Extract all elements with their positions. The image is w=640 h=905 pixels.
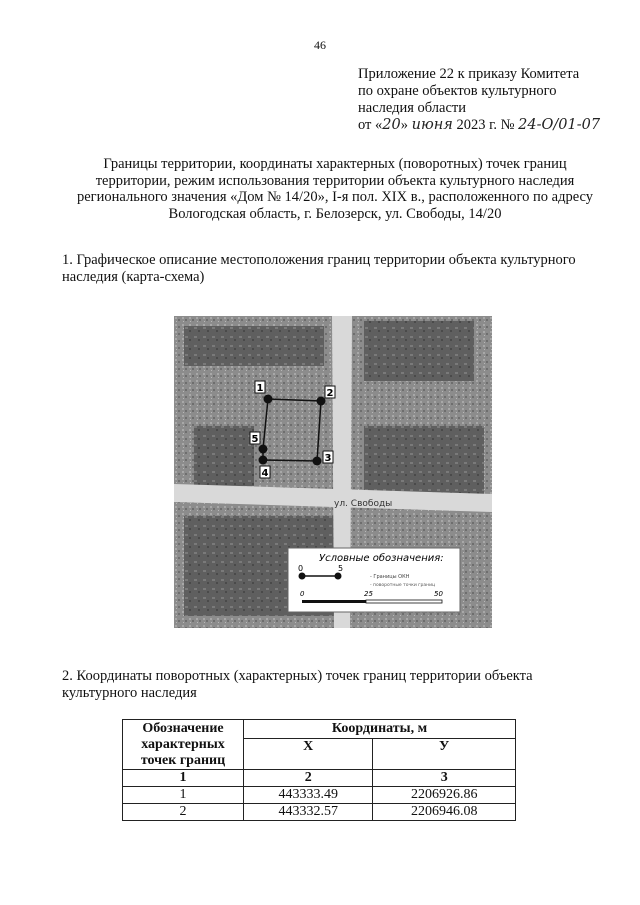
- scale-bar-empty: [366, 600, 442, 603]
- cell-point: 2: [123, 804, 244, 821]
- map-block-e: [364, 426, 484, 496]
- scale-label-0: 0: [300, 590, 305, 598]
- date-day: 20: [382, 117, 401, 133]
- legend-title: Условные обозначения:: [319, 553, 444, 564]
- legend-tick-5: 5: [338, 564, 344, 573]
- appendix-line-3: наследия области: [358, 100, 467, 116]
- map-block-ne: [364, 321, 474, 381]
- title-line-2: территории, режим использования территории объекта культурного наследия: [95, 172, 575, 189]
- legend-item-2: - поворотные точки границ: [370, 583, 436, 588]
- legend-point-left: [299, 573, 306, 580]
- cell-x: 443332.57: [244, 804, 373, 821]
- table-row: [123, 787, 516, 804]
- appendix-header: [358, 66, 628, 134]
- date-mid: »: [400, 117, 408, 133]
- page-number: 46: [314, 38, 326, 52]
- legend-point-right: [335, 573, 342, 580]
- section-2-line-1: 2. Координаты поворотных (характерных) точек границ территории объекта: [62, 668, 533, 684]
- index-cell-3: 3: [373, 770, 516, 787]
- order-number: 24-О/01-07: [518, 117, 601, 133]
- legend-tick-0: 0: [298, 564, 304, 573]
- header-x: X: [244, 739, 373, 770]
- site-map: [174, 316, 492, 628]
- map-legend: [288, 548, 460, 612]
- cell-y: 2206926.86: [373, 787, 516, 804]
- point-label-3: 3: [324, 453, 332, 464]
- index-cell-1: 1: [123, 770, 244, 787]
- title-line-3: регионального значения «Дом № 14/20», I-я пол. XIX в., расположенного по адресу: [77, 189, 593, 205]
- section-1-line-2: наследия (карта-схема): [62, 269, 205, 285]
- coordinates-table: [122, 719, 516, 821]
- section-1-heading: [62, 252, 622, 286]
- table-row: [123, 804, 516, 821]
- point-label-2: 2: [326, 388, 334, 399]
- street-label: ул. Свободы: [334, 499, 393, 509]
- date-year: 2023 г. №: [456, 117, 515, 133]
- cell-point: 1: [123, 787, 244, 804]
- legend-item-1: - Границы ОКН: [370, 574, 410, 580]
- cell-y: 2206946.08: [373, 804, 516, 821]
- appendix-date-line: [358, 117, 628, 134]
- section-1-line-1: 1. Графическое описание местоположения границ территории объекта культурного: [62, 252, 576, 268]
- point-label-5: 5: [251, 434, 259, 445]
- section-2-line-2: культурного наследия: [62, 685, 197, 701]
- title-line-4: Вологодская область, г. Белозерск, ул. Свободы, 14/20: [168, 205, 502, 222]
- header-coordinates: Координаты, м: [244, 720, 516, 739]
- header-y: У: [373, 739, 516, 770]
- scale-label-25: 25: [364, 590, 373, 598]
- map-block-nw: [184, 326, 324, 366]
- appendix-line-2: по охране объектов культурного: [358, 83, 557, 99]
- appendix-line-1: Приложение 22 к приказу Комитета: [358, 66, 580, 82]
- index-cell-2: 2: [244, 770, 373, 787]
- table-index-row: [123, 770, 516, 787]
- scale-bar-filled: [302, 600, 366, 603]
- map-block-w: [194, 426, 254, 486]
- cell-x: 443333.49: [244, 787, 373, 804]
- document-title: [40, 156, 630, 222]
- date-prefix: от «: [358, 117, 383, 133]
- point-label-1: 1: [256, 383, 264, 394]
- point-label-4: 4: [261, 468, 269, 479]
- date-month: июня: [411, 117, 453, 133]
- scale-label-50: 50: [434, 590, 443, 598]
- section-2-heading: [62, 668, 622, 702]
- header-point-designation: Обозначение характерных точек границ: [123, 720, 244, 770]
- title-line-1: Границы территории, координаты характерных (поворотных) точек границ: [103, 156, 567, 172]
